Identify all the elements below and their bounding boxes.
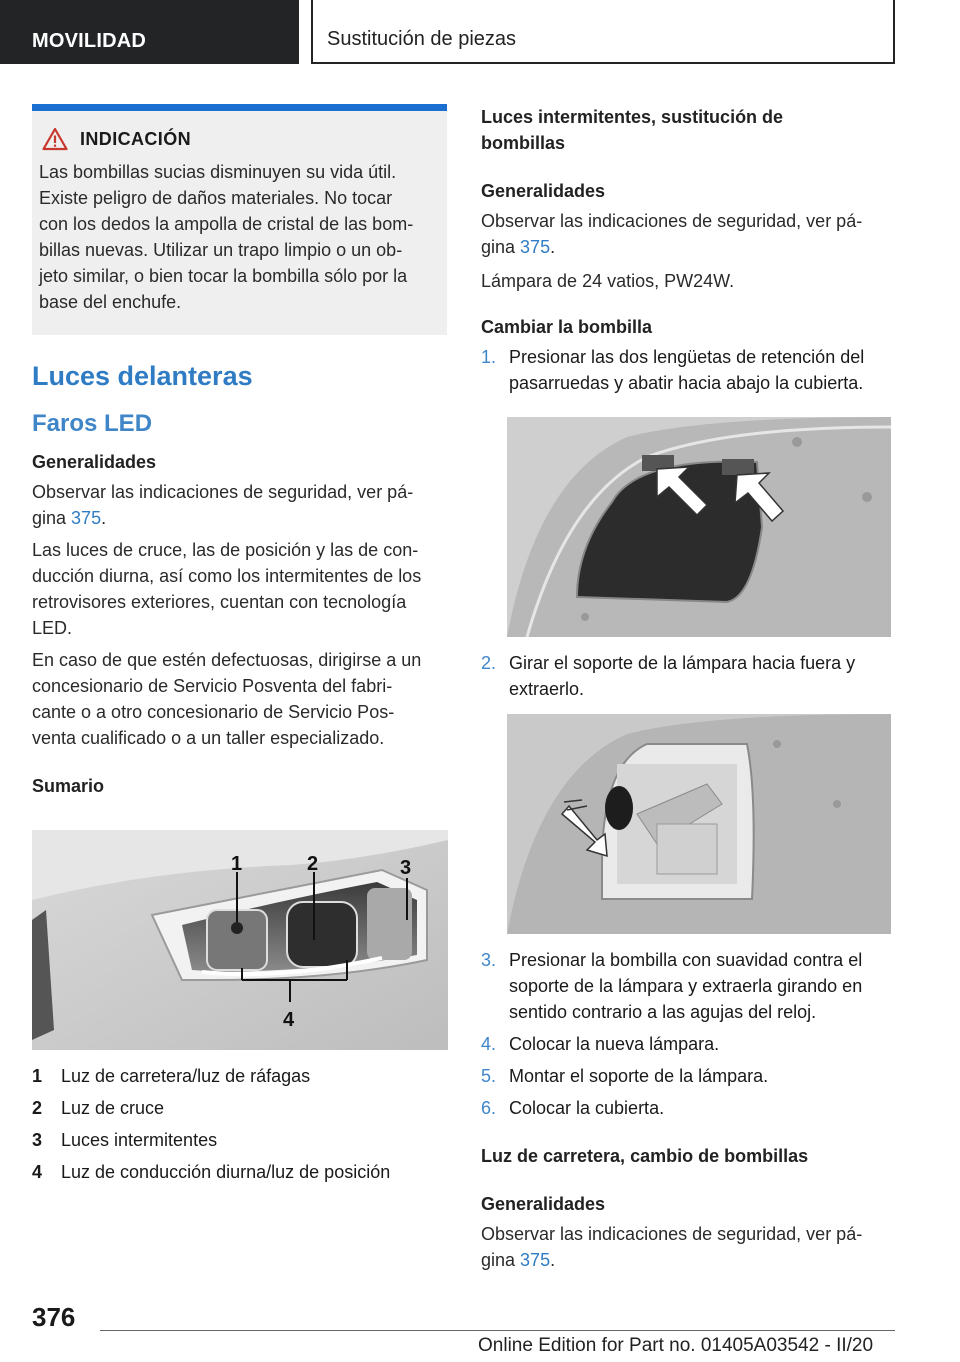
legend-number: 2 (32, 1098, 43, 1118)
page-link-375[interactable]: 375 (520, 1250, 551, 1270)
turn-signal-title (481, 104, 891, 156)
text-run: LED. (32, 618, 73, 638)
legend-label: Luz de carretera/luz de ráfagas (61, 1066, 311, 1086)
step-number: 5. (481, 1066, 497, 1086)
safety-reference-paragraph (32, 479, 447, 531)
step-text: Montar el soporte de la lámpara. (509, 1066, 769, 1086)
legend-label: Luz de cruce (61, 1098, 165, 1118)
steps-1 (481, 344, 891, 396)
text-run: gina (481, 237, 521, 257)
step-number: 6. (481, 1098, 497, 1118)
warning-header (39, 127, 433, 151)
step-number: 2. (481, 653, 497, 673)
legend-label: Luces intermitentes (61, 1130, 218, 1150)
warning-box (32, 104, 447, 335)
text-run: . (550, 237, 556, 257)
callout-1: 1 (231, 853, 243, 875)
warning-line: Existe peligro de daños materiales. No tocar (39, 188, 393, 208)
steps-2 (481, 650, 891, 702)
high-beam-heading: Luz de carretera, cambio de bombillas (481, 1146, 809, 1166)
header-section-label: MOVILIDAD (32, 30, 147, 52)
subsection-title: Faros LED (32, 410, 153, 437)
generalidades-heading: Generalidades (32, 452, 157, 472)
wheel-arch-cover-illustration (507, 417, 891, 637)
lamp-holder-illustration (507, 714, 891, 934)
step-text: Colocar la cubierta. (509, 1098, 665, 1118)
left-column (32, 104, 447, 799)
step-text: Presionar las dos lengüetas de retención del pasarruedas y abatir hacia abajo la cubierta. (509, 347, 865, 393)
step-text: Girar el soporte de la lámpara hacia fuera y extraerlo. (509, 653, 856, 699)
text-run: retrovisores exteriores, cuentan con tecnología (32, 592, 407, 612)
text-run: Las luces de cruce, las de posición y las de con- (32, 540, 419, 560)
warning-line: jeto similar, o bien tocar la bombilla sólo por la (39, 266, 408, 286)
text-run: gina (32, 508, 72, 528)
warning-line: base del enchufe. (39, 292, 182, 312)
warning-line: billas nuevas. Utilizar un trapo limpio o un ob- (39, 240, 403, 260)
section-title: Luces delanteras (32, 361, 253, 391)
page-link-375[interactable]: 375 (71, 508, 102, 528)
headlight-illustration (32, 830, 448, 1050)
step-number: 1. (481, 347, 497, 367)
edition-text: Online Edition for Part no. 01405A03542 - II/20 (478, 1335, 874, 1356)
callout-2: 2 (307, 853, 319, 875)
legend (32, 1063, 447, 1185)
lamp-spec: Lámpara de 24 vatios, PW24W. (481, 271, 735, 291)
step-text: Presionar la bombilla con suavidad contra el soporte de la lámpara y extraerla girando en sentido contrario a las agujas del reloj. (509, 950, 863, 1022)
warning-text (39, 159, 433, 315)
step-item (481, 1095, 891, 1121)
header-section-tab (0, 0, 299, 64)
generalidades-heading: Generalidades (481, 181, 606, 201)
text-run: En caso de que estén defectuosas, dirigirse a un (32, 650, 422, 670)
text-run: Observar las indicaciones de seguridad, ver pá- (481, 1224, 863, 1244)
page-link-375[interactable]: 375 (520, 237, 551, 257)
legend-number: 3 (32, 1130, 43, 1150)
warning-triangle-icon (42, 127, 68, 151)
right-column-lower (481, 947, 891, 1273)
step-number: 4. (481, 1034, 497, 1054)
defect-paragraph (32, 647, 447, 751)
title-line: Luces intermitentes, sustitución de (481, 107, 784, 127)
change-bulb-heading: Cambiar la bombilla (481, 317, 653, 337)
text-run: ducción diurna, así como los intermitentes de los (32, 566, 422, 586)
step-item (481, 650, 891, 702)
safety-reference-paragraph (481, 208, 891, 260)
right-column (481, 104, 891, 396)
led-paragraph (32, 537, 447, 641)
text-run: . (550, 1250, 556, 1270)
legend-number: 1 (32, 1066, 43, 1086)
footer-divider (100, 1330, 895, 1331)
text-run: Observar las indicaciones de seguridad, ver pá- (32, 482, 414, 502)
safety-reference-paragraph (481, 1221, 891, 1273)
sumario-heading: Sumario (32, 776, 105, 796)
legend-number: 4 (32, 1162, 43, 1182)
title-line: bombillas (481, 133, 566, 153)
step-item (481, 344, 891, 396)
header-chapter-tab (311, 0, 895, 64)
warning-title: INDICACIÓN (80, 128, 191, 149)
legend-label: Luz de conducción diurna/luz de posición (61, 1162, 391, 1182)
warning-line: con los dedos la ampolla de cristal de las bom- (39, 214, 414, 234)
warning-line: Las bombillas sucias disminuyen su vida útil. (39, 162, 397, 182)
generalidades-heading: Generalidades (481, 1194, 606, 1214)
step-text: Colocar la nueva lámpara. (509, 1034, 720, 1054)
steps-3-6 (481, 947, 891, 1121)
step-number: 3. (481, 950, 497, 970)
text-run: . (101, 508, 107, 528)
text-run: Observar las indicaciones de seguridad, ver pá- (481, 211, 863, 231)
text-run: cante o a otro concesionario de Servicio Pos- (32, 702, 395, 722)
step-item (481, 1031, 891, 1057)
text-run: gina (481, 1250, 521, 1270)
callout-3: 3 (400, 857, 412, 879)
text-run: concesionario de Servicio Posventa del fabri- (32, 676, 393, 696)
step-item (481, 1063, 891, 1089)
step-item (481, 947, 891, 1025)
text-run: venta cualificado o a un taller especializado. (32, 728, 385, 748)
header-chapter-label: Sustitución de piezas (327, 28, 517, 50)
callout-4: 4 (283, 1009, 295, 1031)
page-number: 376 (32, 1302, 76, 1332)
